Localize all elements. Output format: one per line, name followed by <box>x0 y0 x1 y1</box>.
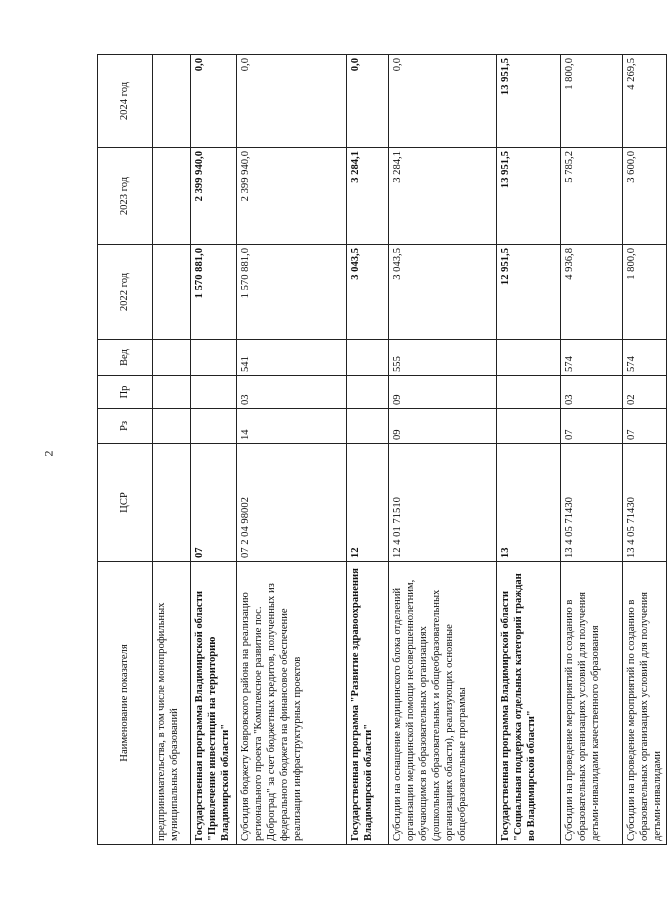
cell-2023: 5 785,2 <box>561 148 623 245</box>
cell-pr: 03 <box>561 376 623 409</box>
cell-2023 <box>153 148 191 245</box>
table-row <box>561 55 623 845</box>
cell-csr: 12 4 01 71510 <box>389 444 497 562</box>
cell-csr: 13 <box>497 444 561 562</box>
cell-2022 <box>153 245 191 340</box>
cell-rz: 07 <box>623 409 667 444</box>
cell-2023: 2 399 940,0 <box>237 148 347 245</box>
page-number: 2 <box>41 450 56 457</box>
cell-2024: 13 951,5 <box>497 55 561 148</box>
cell-name: Субсидия бюджету Ковровского района на реализацию регионального проекта "Комплексное развитие пос. Доброград" за счет бюджетных кредитов, полученных из федерального бюджета на финансовое обеспечение реализации инфраструктурных проектов <box>237 562 347 845</box>
cell-csr: 07 2 04 98002 <box>237 444 347 562</box>
cell-pr <box>347 376 389 409</box>
header-ved: Вед <box>98 340 153 376</box>
table-row <box>623 55 667 845</box>
header-rz: Рз <box>98 409 153 444</box>
cell-2024: 0,0 <box>191 55 237 148</box>
header-pr: Пр <box>98 376 153 409</box>
cell-pr <box>153 376 191 409</box>
cell-2022: 12 951,5 <box>497 245 561 340</box>
cell-pr <box>497 376 561 409</box>
table-row <box>347 55 389 845</box>
cell-ved: 541 <box>237 340 347 376</box>
cell-ved <box>153 340 191 376</box>
cell-2022: 1 800,0 <box>623 245 667 340</box>
cell-ved: 555 <box>389 340 497 376</box>
cell-csr: 13 4 05 71430 <box>561 444 623 562</box>
cell-ved: 574 <box>623 340 667 376</box>
table-row <box>153 55 191 845</box>
cell-2023: 3 284,1 <box>347 148 389 245</box>
cell-rz <box>191 409 237 444</box>
table-row <box>237 55 347 845</box>
cell-2024: 0,0 <box>347 55 389 148</box>
header-2024: 2024 год <box>98 55 153 148</box>
cell-ved <box>497 340 561 376</box>
table-row <box>191 55 237 845</box>
cell-rz: 14 <box>237 409 347 444</box>
cell-ved <box>347 340 389 376</box>
cell-2023: 3 284,1 <box>389 148 497 245</box>
cell-name: Государственная программа "Развитие здравоохранения Владимирской области" <box>347 562 389 845</box>
cell-csr: 13 4 05 71430 <box>623 444 667 562</box>
header-csr: ЦСР <box>98 444 153 562</box>
cell-rz: 07 <box>561 409 623 444</box>
header-2022: 2022 год <box>98 245 153 340</box>
cell-ved: 574 <box>561 340 623 376</box>
cell-rz: 09 <box>389 409 497 444</box>
cell-2023: 13 951,5 <box>497 148 561 245</box>
budget-table-rotated <box>97 55 664 845</box>
header-name: Наименование показателя <box>98 562 153 845</box>
cell-ved <box>191 340 237 376</box>
cell-csr <box>153 444 191 562</box>
cell-2022: 3 043,5 <box>389 245 497 340</box>
cell-2022: 3 043,5 <box>347 245 389 340</box>
cell-name: Государственная программа Владимирской области "Социальная поддержка отдельных категорий граждан во Владимирской области" <box>497 562 561 845</box>
cell-2023: 3 600,0 <box>623 148 667 245</box>
cell-2022: 4 936,8 <box>561 245 623 340</box>
cell-pr <box>191 376 237 409</box>
table-row <box>389 55 497 845</box>
cell-rz <box>497 409 561 444</box>
header-2023: 2023 год <box>98 148 153 245</box>
cell-2022: 1 570 881,0 <box>191 245 237 340</box>
table-header-row <box>98 55 153 845</box>
cell-rz <box>153 409 191 444</box>
cell-2024: 4 269,5 <box>623 55 667 148</box>
table-row <box>497 55 561 845</box>
cell-2024 <box>153 55 191 148</box>
cell-2024: 0,0 <box>237 55 347 148</box>
cell-name: Субсидии на проведение мероприятий по созданию в образовательных организациях условий для получения детьми-инвалидами качественного образования <box>561 562 623 845</box>
cell-name: Субсидии на проведение мероприятий по созданию в образовательных организациях условий для получения детьми-инвалидами <box>623 562 667 845</box>
cell-csr: 07 <box>191 444 237 562</box>
cell-pr: 03 <box>237 376 347 409</box>
cell-2024: 0,0 <box>389 55 497 148</box>
cell-name: Субсидии на оснащение медицинского блока отделений организации медицинской помощи несовершеннолетним, обучающимся в образовательных организациях (дошкольных образовательных и общеобразовательных организациях области), реализующих основные общеобразовательные программы <box>389 562 497 845</box>
cell-name: предпринимательства, в том числе монопрофильных муниципальных образований <box>153 562 191 845</box>
cell-2024: 1 800,0 <box>561 55 623 148</box>
cell-2023: 2 399 940,0 <box>191 148 237 245</box>
cell-csr: 12 <box>347 444 389 562</box>
cell-rz <box>347 409 389 444</box>
cell-name: Государственная программа Владимирской области "Привлечение инвестиций на территорию Владимирской области" <box>191 562 237 845</box>
budget-table <box>97 54 667 845</box>
cell-pr: 02 <box>623 376 667 409</box>
cell-2022: 1 570 881,0 <box>237 245 347 340</box>
cell-pr: 09 <box>389 376 497 409</box>
